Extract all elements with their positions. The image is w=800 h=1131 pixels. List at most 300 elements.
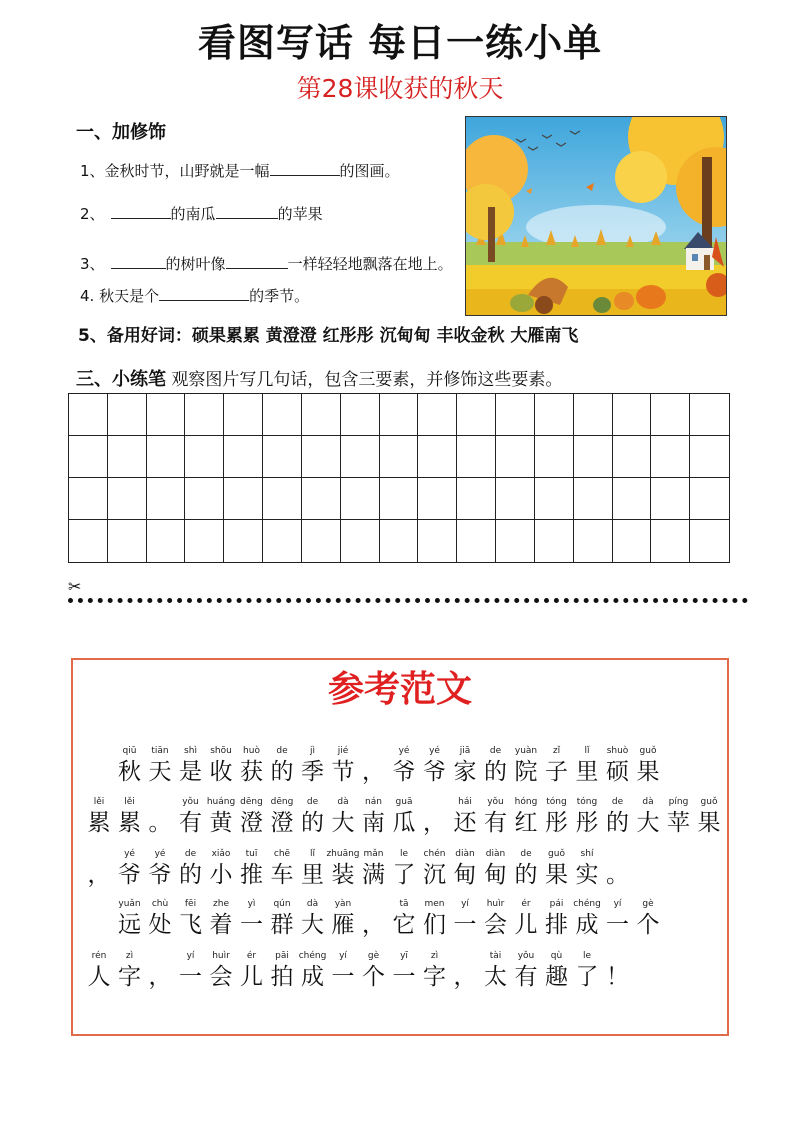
pinyin: qiū — [122, 746, 137, 756]
grid-cell[interactable] — [496, 394, 535, 436]
hanzi: 澄 — [240, 810, 263, 836]
q1-blank[interactable] — [270, 160, 340, 176]
reference-char — [113, 898, 147, 940]
hanzi: 苹 — [667, 810, 690, 836]
q2-number: 2、 — [80, 205, 105, 223]
hanzi: 一 — [453, 912, 477, 938]
grid-cell[interactable] — [651, 436, 690, 478]
reference-char — [448, 898, 482, 940]
pinyin: ér — [521, 899, 531, 909]
pinyin: yuǎn — [118, 899, 141, 909]
pinyin: men — [424, 899, 445, 909]
pinyin: yí — [339, 951, 347, 961]
reference-char — [82, 796, 116, 838]
pinyin: shōu — [210, 746, 232, 756]
q3-blank-2[interactable] — [226, 253, 288, 269]
reference-char — [174, 848, 208, 890]
hanzi: ， — [87, 862, 111, 888]
grid-cell[interactable] — [224, 478, 263, 520]
reference-char — [540, 745, 574, 787]
pinyin: huìr — [212, 951, 230, 961]
reference-char — [265, 898, 299, 940]
pinyin: guǒ — [639, 746, 657, 756]
cut-line — [68, 598, 748, 603]
reference-char — [296, 848, 330, 890]
reference-char — [418, 796, 452, 838]
grid-cell[interactable] — [496, 520, 535, 562]
reference-char — [174, 950, 208, 992]
grid-cell[interactable] — [263, 478, 302, 520]
section3-title: 三、小练笔 — [76, 369, 166, 390]
reference-char — [204, 848, 238, 890]
hanzi: 爷 — [423, 759, 446, 785]
reference-char — [82, 950, 116, 992]
grid-cell[interactable] — [651, 520, 690, 562]
hanzi: 实 — [575, 862, 599, 888]
q2-mid: 的南瓜 — [170, 205, 216, 223]
hanzi: 节 — [331, 759, 355, 785]
hanzi: 澄 — [270, 810, 294, 836]
reference-char — [418, 745, 452, 787]
grid-cell[interactable] — [185, 394, 224, 436]
pinyin: hóng — [514, 797, 538, 807]
pinyin: xiǎo — [211, 849, 231, 859]
pinyin: diàn — [485, 849, 506, 859]
pinyin: guā — [395, 797, 413, 807]
pinyin: yí — [613, 899, 622, 909]
grid-cell[interactable] — [613, 436, 652, 478]
pinyin: yàn — [334, 899, 352, 909]
grid-cell[interactable] — [574, 436, 613, 478]
grid-cell[interactable] — [147, 394, 186, 436]
pinyin: shì — [184, 746, 197, 756]
reference-char — [143, 848, 177, 890]
section1-heading: 一、加修饰 — [76, 122, 166, 143]
hanzi: 飞 — [179, 912, 202, 938]
reference-char — [326, 898, 360, 940]
pinyin: jié — [337, 746, 349, 756]
grid-cell[interactable] — [613, 478, 652, 520]
grid-cell[interactable] — [185, 520, 224, 562]
grid-cell[interactable] — [535, 394, 574, 436]
reference-char — [235, 745, 269, 787]
reference-char — [479, 848, 513, 890]
pinyin: yī — [400, 951, 408, 961]
pinyin: tā — [399, 899, 409, 909]
pinyin: nán — [365, 797, 382, 807]
hanzi: 黄 — [209, 810, 233, 836]
reference-char — [570, 950, 604, 992]
reference-char — [204, 898, 238, 940]
reference-char — [601, 898, 635, 940]
q3-blank-1[interactable] — [111, 253, 166, 269]
hanzi: 果 — [545, 862, 568, 888]
grid-cell[interactable] — [108, 520, 147, 562]
pinyin: de — [276, 746, 288, 756]
grid-cell[interactable] — [651, 478, 690, 520]
grid-cell[interactable] — [108, 394, 147, 436]
hanzi: 大 — [331, 810, 355, 836]
hanzi: 里 — [575, 759, 599, 785]
hanzi: 是 — [179, 759, 202, 785]
hanzi: 有 — [514, 964, 538, 990]
hanzi: 着 — [209, 912, 233, 938]
reference-char — [357, 796, 391, 838]
reference-char — [174, 745, 208, 787]
hanzi: 一 — [392, 964, 416, 990]
hanzi: 趣 — [545, 964, 568, 990]
pinyin: yǒu — [487, 797, 504, 807]
writing-grid[interactable] — [68, 393, 730, 563]
reference-char — [296, 796, 330, 838]
reference-char — [631, 796, 665, 838]
reference-char — [692, 796, 726, 838]
reference-char — [479, 796, 513, 838]
grid-cell[interactable] — [690, 436, 729, 478]
grid-cell[interactable] — [418, 478, 457, 520]
grid-cell[interactable] — [496, 436, 535, 478]
pinyin: tóng — [576, 797, 598, 807]
hanzi: 果 — [697, 810, 721, 836]
hanzi: 。 — [606, 862, 629, 888]
hanzi: 硕 — [606, 759, 629, 785]
hanzi: 彤 — [575, 810, 599, 836]
reference-char — [296, 950, 330, 992]
grid-cell[interactable] — [69, 520, 108, 562]
hanzi: ， — [362, 759, 385, 785]
reference-char — [509, 898, 543, 940]
grid-cell[interactable] — [418, 520, 457, 562]
pinyin: ér — [246, 951, 257, 961]
pinyin: chéng — [573, 899, 601, 909]
reference-char — [509, 796, 543, 838]
hanzi: 秋 — [118, 759, 141, 785]
pinyin: chē — [273, 849, 291, 859]
q3-mid: 的树叶像 — [165, 255, 226, 273]
hanzi: 会 — [484, 912, 507, 938]
pinyin: yuàn — [514, 746, 538, 756]
hanzi: 装 — [331, 862, 355, 888]
hanzi: 收 — [209, 759, 233, 785]
grid-cell[interactable] — [418, 436, 457, 478]
pinyin: yí — [461, 899, 469, 909]
grid-cell[interactable] — [263, 436, 302, 478]
grid-cell[interactable] — [224, 436, 263, 478]
pinyin: chén — [423, 849, 446, 859]
question-1 — [80, 160, 400, 181]
reference-char — [509, 745, 543, 787]
reference-char — [540, 796, 574, 838]
hanzi: 瓜 — [392, 810, 416, 836]
pinyin: lěi — [93, 797, 105, 807]
grid-cell[interactable] — [108, 478, 147, 520]
grid-cell[interactable] — [302, 520, 341, 562]
pinyin: chéng — [298, 951, 327, 961]
hanzi: 有 — [179, 810, 202, 836]
hanzi: 们 — [423, 912, 446, 938]
q4-after: 的季节。 — [249, 287, 310, 305]
grid-cell[interactable] — [457, 394, 496, 436]
hanzi: 爷 — [392, 759, 416, 785]
grid-cell[interactable] — [185, 478, 224, 520]
page-title: 看图写话 每日一练小单 — [197, 21, 603, 65]
grid-cell[interactable] — [147, 436, 186, 478]
hanzi: 字 — [423, 964, 446, 990]
reference-char — [174, 898, 208, 940]
grid-cell[interactable] — [69, 394, 108, 436]
autumn-scene-illustration — [466, 117, 727, 316]
q4-blank[interactable] — [159, 285, 249, 301]
pinyin: zì — [125, 951, 134, 961]
pinyin: píng — [668, 797, 689, 807]
grid-cell[interactable] — [380, 520, 419, 562]
grid-cell[interactable] — [341, 520, 380, 562]
hanzi: 了 — [392, 862, 416, 888]
reference-char — [113, 848, 147, 890]
grid-cell[interactable] — [108, 436, 147, 478]
q2-after: 的苹果 — [277, 205, 323, 223]
grid-cell[interactable] — [302, 436, 341, 478]
grid-cell[interactable] — [69, 478, 108, 520]
pinyin: zì — [430, 951, 439, 961]
pinyin: guǒ — [548, 849, 565, 859]
grid-cell[interactable] — [224, 394, 263, 436]
hanzi: 家 — [453, 759, 477, 785]
reference-char — [418, 898, 452, 940]
pinyin: yé — [124, 849, 135, 859]
hanzi: 推 — [240, 862, 263, 888]
hanzi: 的 — [606, 810, 629, 836]
reference-char — [235, 796, 269, 838]
pinyin: zǐ — [552, 746, 561, 756]
grid-cell[interactable] — [574, 520, 613, 562]
reference-char — [479, 950, 513, 992]
pinyin: yí — [186, 951, 195, 961]
hanzi: ， — [148, 964, 172, 990]
pinyin: tài — [489, 951, 502, 961]
hanzi: 大 — [636, 810, 660, 836]
grid-cell[interactable] — [185, 436, 224, 478]
reference-char — [601, 796, 635, 838]
hanzi: 儿 — [240, 964, 263, 990]
pinyin: le — [399, 849, 409, 859]
pinyin: shí — [580, 849, 594, 859]
hanzi: 成 — [575, 912, 599, 938]
hanzi: 红 — [514, 810, 538, 836]
reference-char — [174, 796, 208, 838]
hanzi: 字 — [118, 964, 141, 990]
reference-char — [265, 848, 299, 890]
reference-char — [265, 796, 299, 838]
hanzi: 甸 — [484, 862, 507, 888]
grid-cell[interactable] — [263, 520, 302, 562]
reference-char — [540, 950, 574, 992]
pinyin: de — [489, 746, 502, 756]
hanzi: 拍 — [270, 964, 294, 990]
q3-number: 3、 — [80, 255, 105, 273]
grid-cell[interactable] — [457, 520, 496, 562]
reference-char — [296, 745, 330, 787]
pinyin: le — [582, 951, 592, 961]
question-2 — [80, 203, 323, 224]
hanzi: 的 — [179, 862, 202, 888]
reference-char — [540, 848, 574, 890]
pinyin: dà — [642, 797, 654, 807]
reference-char — [235, 898, 269, 940]
pinyin: de — [184, 849, 197, 859]
section3-instruction: 观察图片写几句话，包含三要素，并修饰这些要素。 — [166, 370, 563, 390]
hanzi: 天 — [148, 759, 172, 785]
pinyin: jiā — [459, 746, 471, 756]
reference-char — [540, 898, 574, 940]
reference-char — [326, 796, 360, 838]
hanzi: 一 — [331, 964, 355, 990]
grid-cell[interactable] — [651, 394, 690, 436]
pinyin: guǒ — [700, 797, 718, 807]
hanzi: 人 — [87, 964, 111, 990]
reference-char — [479, 898, 513, 940]
hanzi: 沉 — [423, 862, 446, 888]
reference-char — [265, 950, 299, 992]
grid-cell[interactable] — [535, 478, 574, 520]
grid-cell[interactable] — [302, 478, 341, 520]
reference-char — [631, 898, 665, 940]
grid-cell[interactable] — [535, 520, 574, 562]
grid-cell[interactable] — [380, 394, 419, 436]
hanzi: 太 — [484, 964, 507, 990]
pinyin: yé — [154, 849, 166, 859]
hanzi: 甸 — [453, 862, 477, 888]
q2-blank-2[interactable] — [216, 203, 278, 219]
grid-cell[interactable] — [224, 520, 263, 562]
reference-char — [448, 950, 482, 992]
reference-char — [82, 848, 116, 890]
pinyin: qún — [273, 899, 291, 909]
pinyin: jì — [309, 746, 315, 756]
reference-char — [326, 950, 360, 992]
pinyin: qù — [550, 951, 563, 961]
question-3 — [80, 253, 453, 274]
grid-cell[interactable] — [574, 394, 613, 436]
hanzi: 果 — [636, 759, 660, 785]
reference-char — [357, 898, 391, 940]
grid-cell[interactable] — [380, 478, 419, 520]
reference-char — [143, 950, 177, 992]
grid-cell[interactable] — [263, 394, 302, 436]
hanzi: 有 — [484, 810, 507, 836]
lesson-subtitle: 第28课收获的秋天 — [296, 74, 504, 103]
grid-cell[interactable] — [341, 436, 380, 478]
reference-char — [570, 745, 604, 787]
pinyin: pái — [549, 899, 564, 909]
reference-char — [204, 796, 238, 838]
pinyin: dà — [337, 797, 349, 807]
hanzi: 的 — [301, 810, 324, 836]
pinyin: yé — [429, 746, 440, 756]
grid-cell[interactable] — [690, 520, 729, 562]
hanzi: 了 — [575, 964, 599, 990]
reference-char — [662, 796, 696, 838]
hanzi: 的 — [484, 759, 507, 785]
reference-char — [601, 950, 635, 992]
grid-cell[interactable] — [613, 394, 652, 436]
scissors-icon: ✂ — [68, 577, 82, 596]
hanzi: 它 — [392, 912, 416, 938]
pinyin: huáng — [206, 797, 236, 807]
hanzi: 的 — [514, 862, 538, 888]
grid-cell[interactable] — [341, 394, 380, 436]
reference-char — [235, 848, 269, 890]
pinyin: lěi — [124, 797, 135, 807]
grid-cell[interactable] — [341, 478, 380, 520]
reference-char — [143, 898, 177, 940]
reference-char — [113, 745, 147, 787]
reference-char — [387, 898, 421, 940]
pinyin: yì — [247, 899, 256, 909]
hanzi: 一 — [179, 964, 202, 990]
grid-cell[interactable] — [380, 436, 419, 478]
grid-cell[interactable] — [147, 478, 186, 520]
pinyin: de — [306, 797, 319, 807]
pinyin: gè — [367, 951, 380, 961]
q4-text: 4. 秋天是个 — [80, 287, 160, 305]
pinyin: zhe — [213, 899, 229, 909]
grid-cell[interactable] — [574, 478, 613, 520]
reference-char — [387, 796, 421, 838]
grid-cell[interactable] — [457, 478, 496, 520]
hanzi: 的 — [270, 759, 294, 785]
grid-cell[interactable] — [535, 436, 574, 478]
reference-char — [204, 745, 238, 787]
grid-cell[interactable] — [690, 478, 729, 520]
grid-cell[interactable] — [302, 394, 341, 436]
reference-char — [143, 745, 177, 787]
hanzi: 南 — [362, 810, 385, 836]
reference-char — [357, 745, 391, 787]
grid-cell[interactable] — [457, 436, 496, 478]
pinyin: huò — [243, 746, 260, 756]
grid-cell[interactable] — [496, 478, 535, 520]
hanzi: ， — [423, 810, 446, 836]
reference-char — [601, 745, 635, 787]
q1-text: 1、金秋时节，山野就是一幅 — [80, 162, 270, 180]
reference-char — [570, 848, 604, 890]
pinyin: chù — [151, 899, 169, 909]
pinyin: mǎn — [363, 849, 384, 859]
hanzi: 院 — [514, 759, 538, 785]
hanzi: ， — [362, 912, 385, 938]
pinyin: lǐ — [309, 849, 315, 859]
grid-cell[interactable] — [613, 520, 652, 562]
grid-cell[interactable] — [147, 520, 186, 562]
pinyin: huìr — [486, 899, 505, 909]
reference-char — [509, 848, 543, 890]
grid-cell[interactable] — [690, 394, 729, 436]
grid-cell[interactable] — [418, 394, 457, 436]
section3-heading — [76, 365, 562, 391]
pinyin: rén — [91, 951, 107, 961]
pinyin: dēng — [270, 797, 294, 807]
pinyin: hái — [458, 797, 472, 807]
hanzi: 累 — [87, 810, 111, 836]
pinyin: yǒu — [182, 797, 199, 807]
grid-cell[interactable] — [69, 436, 108, 478]
q2-blank-1[interactable] — [111, 203, 171, 219]
pinyin: gè — [642, 899, 654, 909]
pinyin: shuò — [606, 746, 629, 756]
hanzi: 雁 — [331, 912, 355, 938]
reference-char — [326, 745, 360, 787]
